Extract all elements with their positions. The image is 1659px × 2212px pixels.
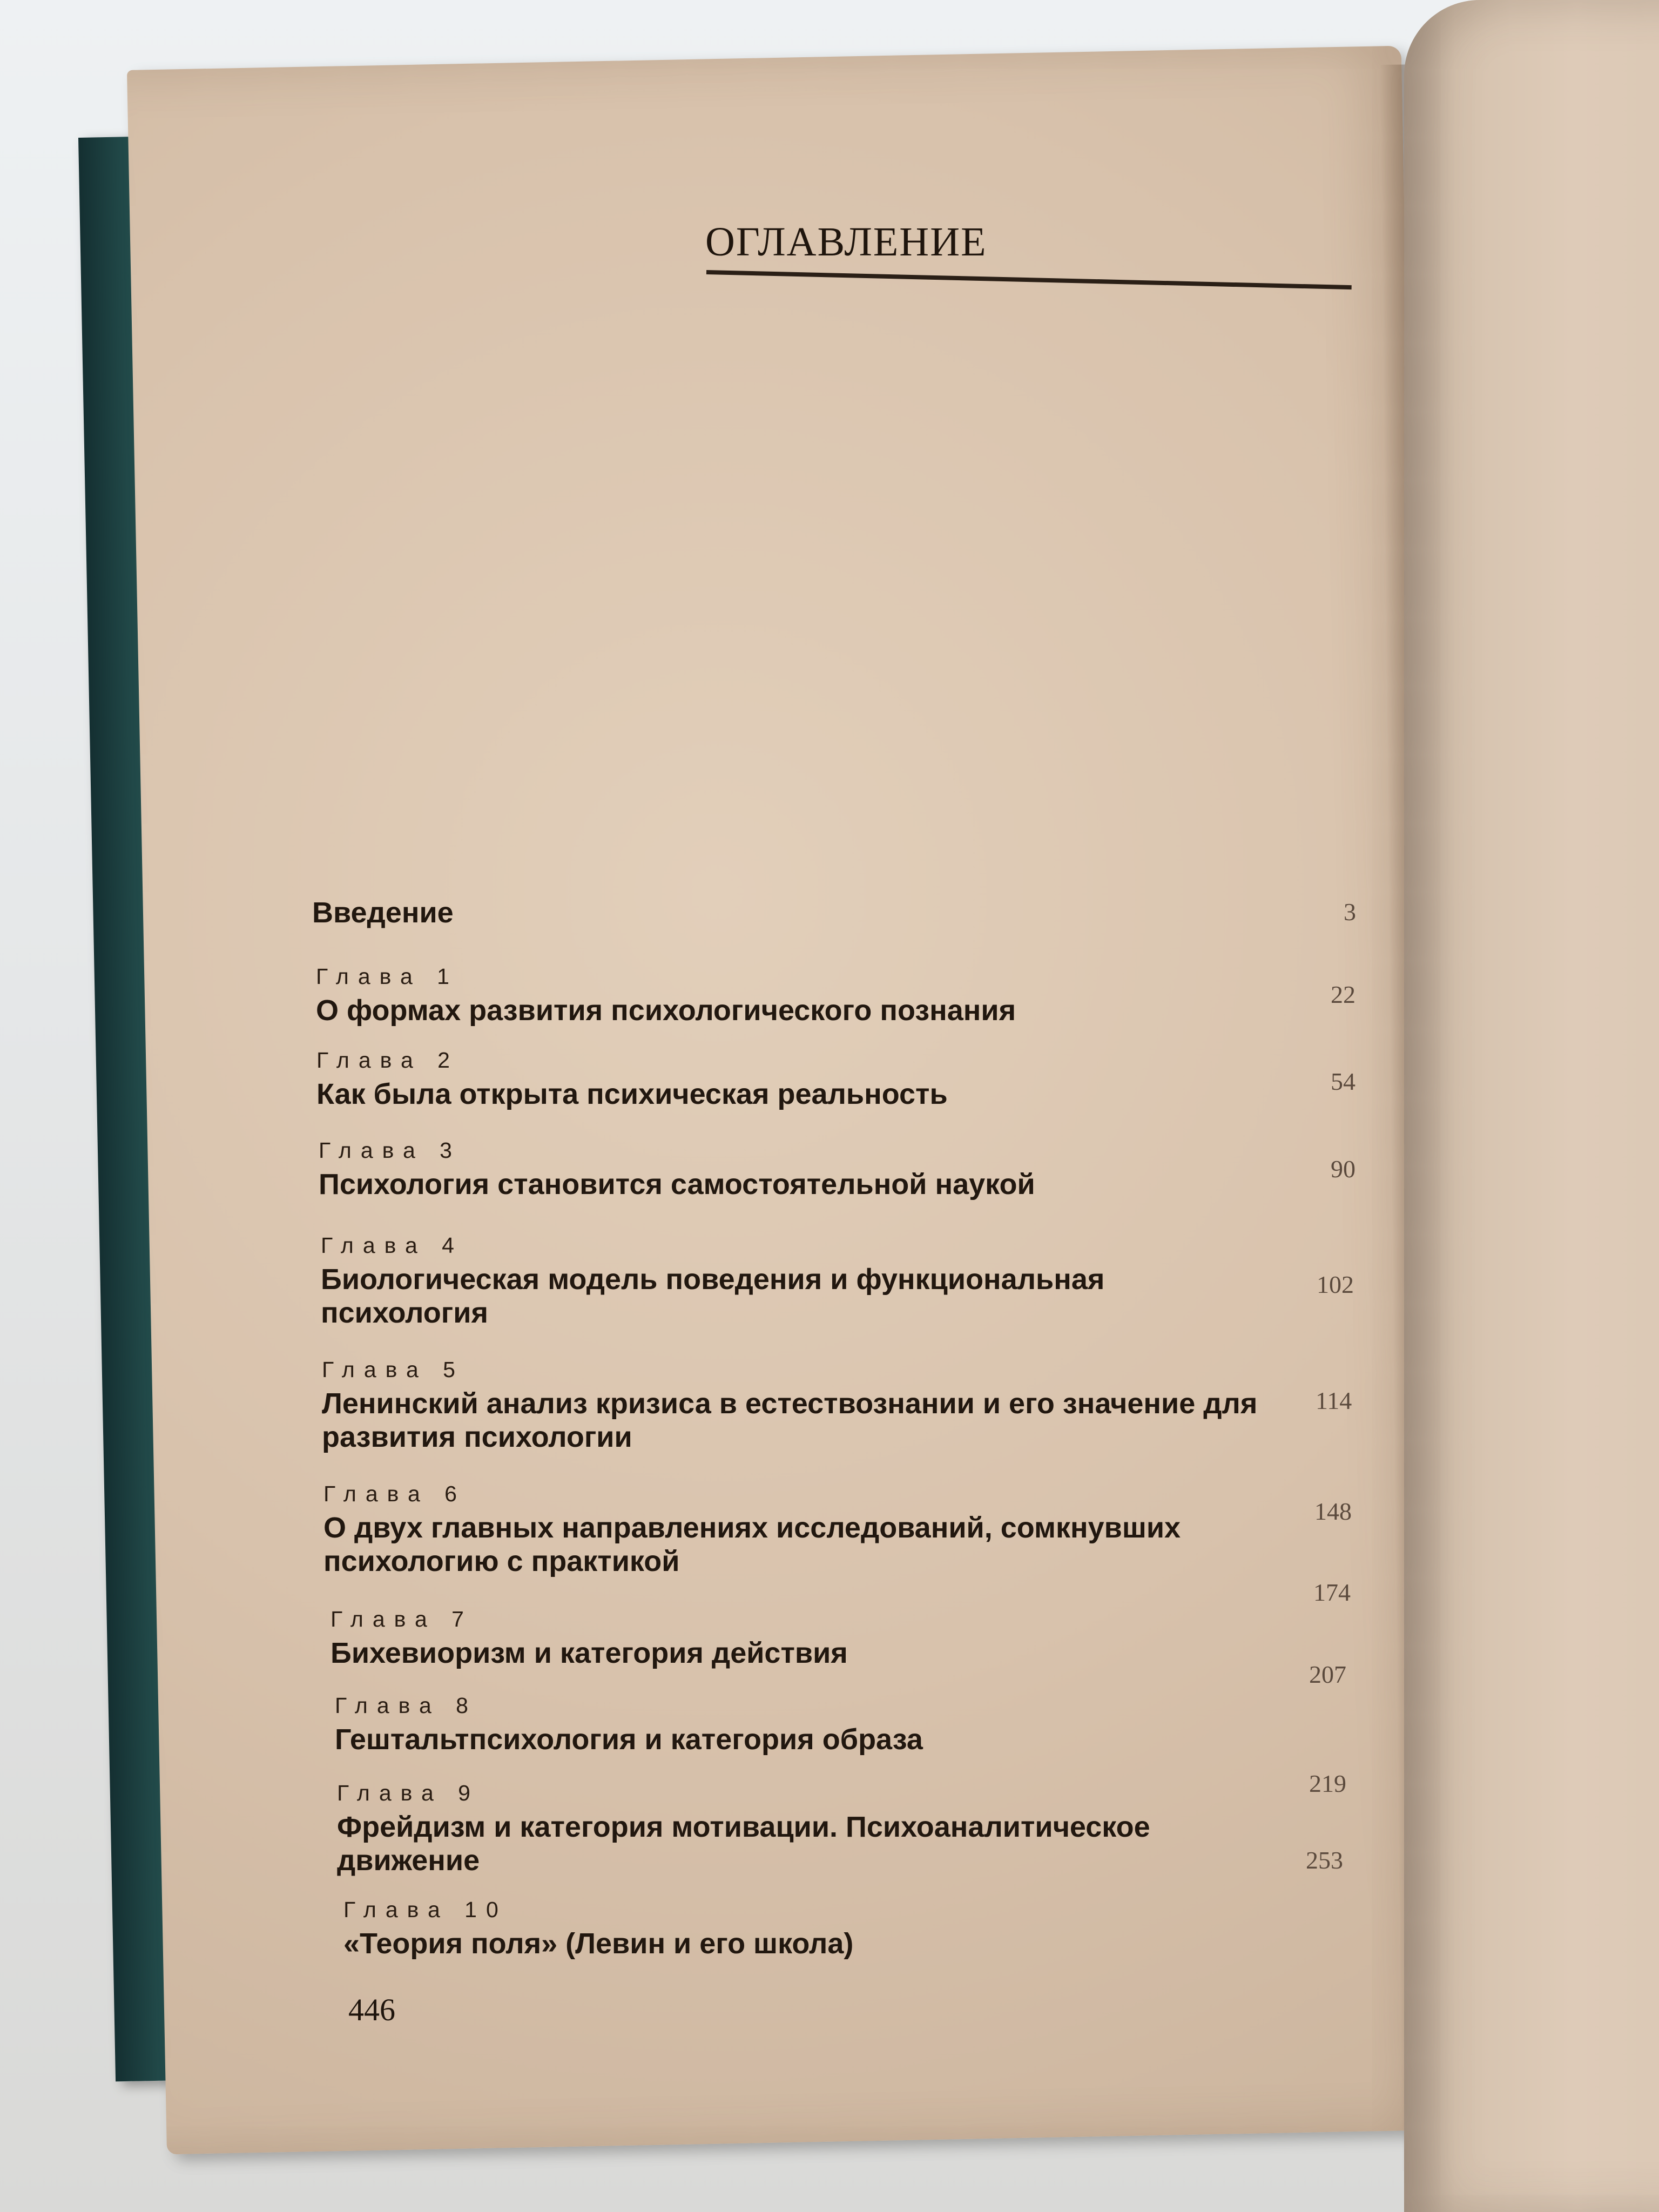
entry-page-number: 219 [1309, 1770, 1346, 1797]
entry-title: Психология становится самостоятельной наукой [319, 1168, 1035, 1201]
entry-page-number: 54 [1331, 1068, 1355, 1095]
toc-entry-chapter-8 [335, 1695, 1350, 1792]
toc-entry-chapter-9 [337, 1782, 1260, 1879]
entry-page-number: 174 [1313, 1579, 1351, 1606]
entry-title: «Теория поля» (Левин и его школа) [343, 1927, 854, 1960]
chapter-label: Глава 7 [331, 1607, 473, 1631]
entry-page-number: 207 [1309, 1661, 1346, 1688]
toc-entry-chapter-2 [316, 1049, 1332, 1147]
entry-title: О двух главных направлениях исследований, сомкнувших психологию с практикой [323, 1512, 1181, 1577]
toc-heading: ОГЛАВЛЕНИЕ [705, 219, 987, 265]
toc-entry-chapter-3 [319, 1139, 1334, 1237]
entry-title: О формах развития психологического познания [316, 994, 1016, 1027]
entry-page-number: 3 [1344, 898, 1356, 926]
toc-entry-chapter-5 [322, 1359, 1272, 1456]
toc-entry-chapter-6 [323, 1483, 1274, 1580]
entry-title: Биологическая модель поведения и функциональная психология [321, 1263, 1105, 1329]
entry-page-number: 148 [1314, 1498, 1352, 1525]
entry-title: Фрейдизм и категория мотивации. Психоаналитическое движение [337, 1811, 1150, 1877]
toc-entry-chapter-10 [343, 1899, 1359, 1996]
toc-entry-chapter-4 [321, 1235, 1271, 1332]
entry-title: Введение [312, 896, 454, 929]
chapter-label: Глава 9 [337, 1781, 480, 1805]
chapter-label: Глава 8 [335, 1693, 477, 1718]
entry-title: Как была открыта психическая реальность [316, 1078, 948, 1110]
entry-page-number: 102 [1317, 1271, 1354, 1298]
chapter-label: Глава 5 [322, 1357, 464, 1382]
entry-page-number: 90 [1331, 1155, 1355, 1183]
chapter-label: Глава 2 [316, 1048, 459, 1073]
entry-title: Гештальтпсихология и категория образа [335, 1723, 923, 1756]
entry-title: Бихевиоризм и категория действия [331, 1637, 848, 1669]
chapter-label: Глава 1 [316, 964, 458, 989]
toc-entry-chapter-7 [331, 1608, 1346, 1705]
toc-entry-chapter-1 [316, 966, 1331, 1063]
entry-page-number: 114 [1316, 1387, 1352, 1414]
entry-title: Ленинский анализ кризиса в естествознании и его значение для развития психологии [322, 1387, 1258, 1453]
chapter-label: Глава 4 [321, 1233, 463, 1258]
entry-page-number: 253 [1306, 1846, 1343, 1874]
page-number: 446 [348, 1992, 395, 2027]
chapter-label: Глава 6 [323, 1481, 466, 1506]
chapter-label: Глава 10 [343, 1897, 508, 1922]
entry-page-number: 22 [1331, 981, 1355, 1008]
chapter-label: Глава 3 [319, 1138, 461, 1163]
